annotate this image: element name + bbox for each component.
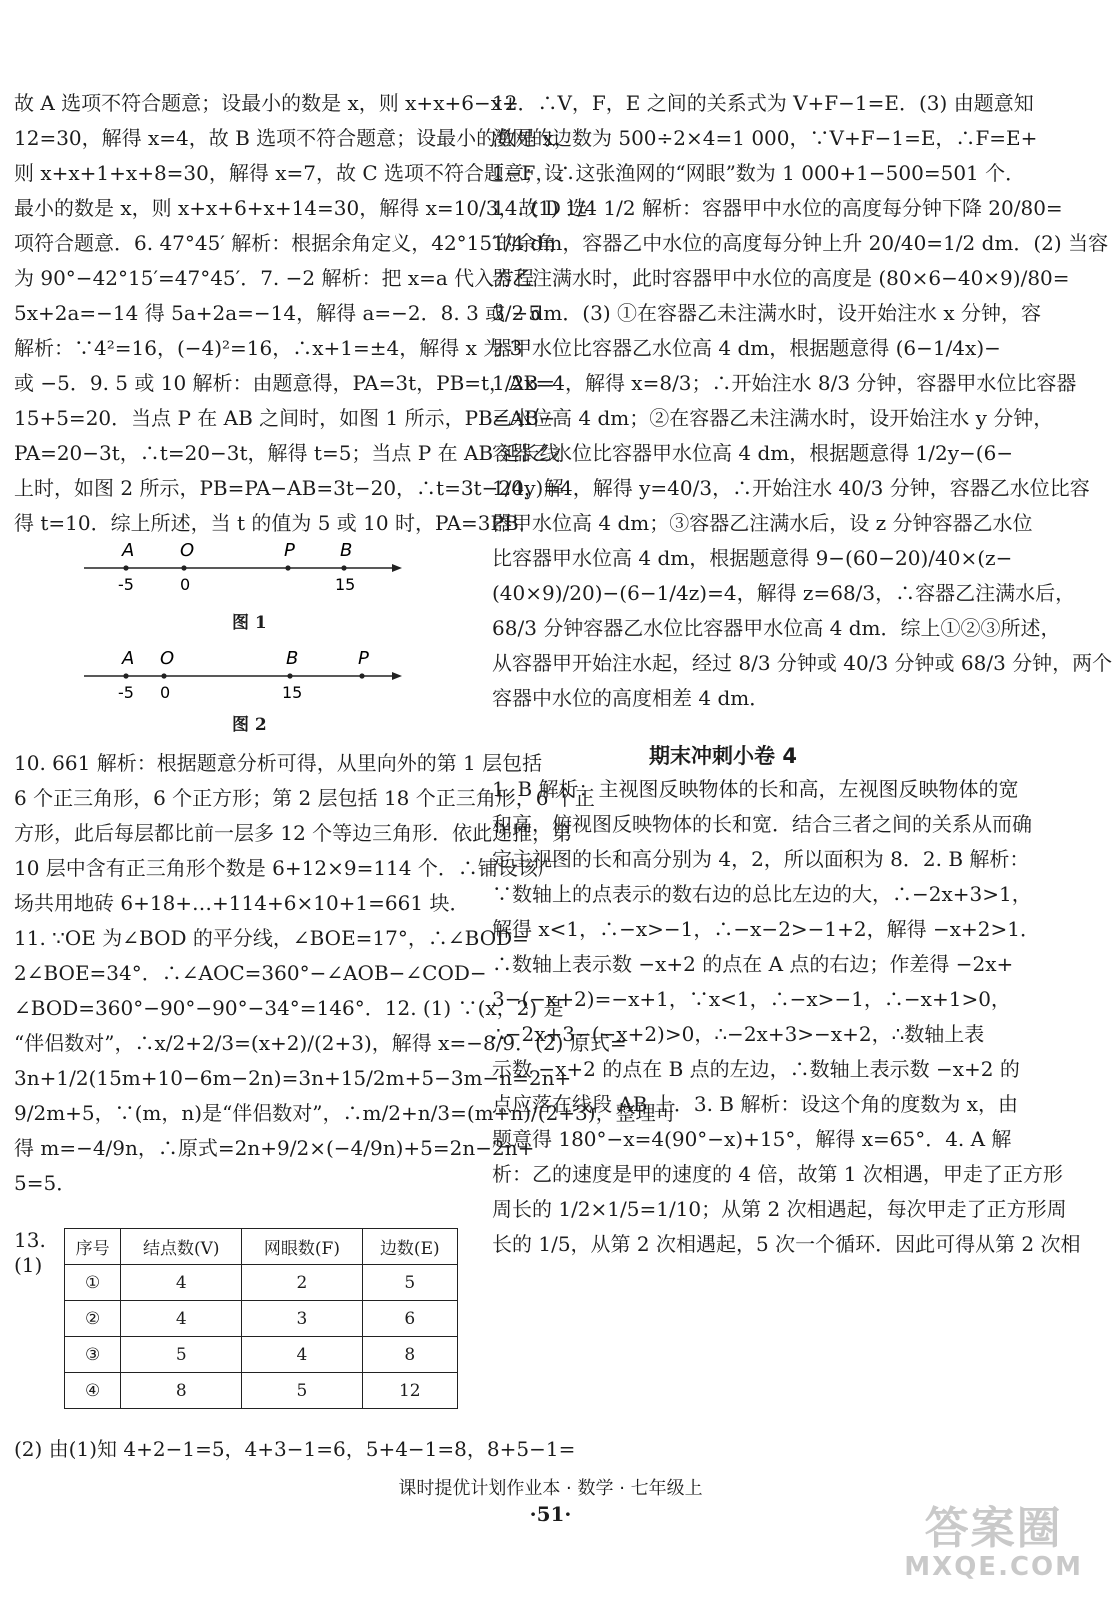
text-line: 12．∴V，F，E 之间的关系式为 V+F−1=E．(3) 由题意知: [492, 91, 1034, 115]
point-P: [285, 565, 290, 570]
text-line: 渔网的边数为 500÷2×4=1 000，∵V+F−1=E，∴F=E+: [492, 126, 1038, 150]
table-header: 序号: [65, 1229, 121, 1265]
text-line: ∴−2x+3−(−x+2)>0，∴−2x+3>−x+2，∴数轴上表: [492, 1022, 985, 1046]
point-O: [161, 673, 166, 678]
point-label-A: A: [122, 540, 135, 561]
text-line: 为 90°−42°15′=47°45′．7. −2 解析：把 x=a 代入方程: [14, 266, 535, 290]
text-line: 乙水位高 4 dm；②在容器乙未注满水时，设开始注水 y 分钟，: [492, 406, 1054, 430]
table-cell: 5: [121, 1337, 242, 1373]
text-line: 故 A 选项不符合题意；设最小的数是 x，则 x+x+6−x+: [14, 91, 519, 115]
text-line: 容器乙水位比容器甲水位高 4 dm，根据题意得 1/2y−(6−: [492, 441, 1014, 465]
point-B: [287, 673, 292, 678]
tick-label-0: 0: [180, 575, 191, 594]
text-line: (40×9)/20)−(6−1/4z)=4，解得 z=68/3，∴容器乙注满水后，: [492, 581, 1076, 605]
text-line: (2) 由(1)知 4+2−1=5，4+3−1=6，5+4−1=8，8+5−1=: [14, 1437, 576, 1461]
text-line: 解得 x<1，∴−x>−1，∴−x−2>−1+2，解得 −x+2>1．: [492, 917, 1040, 941]
table-cell: 8: [121, 1373, 242, 1409]
text-line: 和高，俯视图反映物体的长和宽．结合三者之间的关系从而确: [492, 812, 1032, 836]
table-header: 网眼数(F): [242, 1229, 362, 1265]
table-cell: 4: [121, 1265, 242, 1301]
tick-label-15: 15: [335, 575, 356, 594]
point-A: [123, 673, 128, 678]
text-line: 1/2x=4，解得 x=8/3；∴开始注水 8/3 分钟，容器甲水位比容器: [492, 371, 1077, 395]
table-cell: 4: [242, 1337, 362, 1373]
table-row: [65, 1337, 458, 1373]
tick-label-neg5: -5: [118, 575, 134, 594]
series-title: 课时提优计划作业本 · 数学 · 七年级上: [398, 1478, 703, 1499]
text-line: 10 层中含有正三角形个数是 6+12×9=114 个．∴铺设该广: [14, 856, 558, 880]
number-line-figure-2: [84, 648, 414, 708]
page-number: ·51·: [529, 1502, 572, 1526]
text-line: 3/2 dm．(3) ①在容器乙未注满水时，设开始注水 x 分钟，容: [492, 301, 1041, 325]
table-row: [65, 1265, 458, 1301]
tick-label-neg5: -5: [118, 683, 134, 702]
text-line: ∵数轴上的点表示的数右边的总比左边的大，∴−2x+3>1，: [492, 882, 1032, 906]
text-line: 从容器甲开始注水起，经过 8/3 分钟或 40/3 分钟或 68/3 分钟，两个: [492, 651, 1112, 675]
right-solutions-bottom: [492, 772, 1081, 1262]
left-solutions-top: [14, 86, 588, 541]
table-cell: 8: [362, 1337, 457, 1373]
text-line: 则 x+x+1+x+8=30，解得 x=7，故 C 选项不符合题意；设: [14, 161, 565, 185]
footer-series: [0, 1474, 1101, 1500]
text-line: ∴数轴上表示数 −x+2 的点在 A 点的右边；作差得 −2x+: [492, 952, 1014, 976]
text-line: 6 个正三角形，6 个正方形；第 2 层包括 18 个正三角形，6 个正: [14, 786, 595, 810]
right-solutions-top: [492, 86, 1112, 716]
point-B: [341, 565, 346, 570]
tick-label-15: 15: [282, 683, 303, 702]
text-line: 15+5=20．当点 P 在 AB 之间时，如图 1 所示，PB=AB−: [14, 406, 556, 430]
watermark: [904, 1503, 1083, 1582]
table-row: [65, 1373, 458, 1409]
text-line: ∠BOD=360°−90°−90°−34°=146°．12. (1) ∵(x，2) 是: [14, 996, 564, 1020]
table-cell: 6: [362, 1301, 457, 1337]
q13-label: 13. (1): [14, 1228, 46, 1277]
left-column: [14, 86, 588, 541]
figure-2-caption: 图 2: [232, 715, 267, 735]
text-line: 11. ∵OE 为∠BOD 的平分线，∠BOE=17°，∴∠BOD=: [14, 926, 529, 950]
text-line: 器乙注满水时，此时容器甲中水位的高度是 (80×6−40×9)/80=: [492, 266, 1070, 290]
watermark-url: MXQE.COM: [904, 1552, 1083, 1582]
section-heading: 期末冲刺小卷 4: [649, 744, 797, 768]
point-O: [181, 565, 186, 570]
table-header: 边数(E): [362, 1229, 457, 1265]
table-cell: 4: [121, 1301, 242, 1337]
text-line: 或 −5．9. 5 或 10 解析：由题意得，PA=3t，PB=t，AB=: [14, 371, 555, 395]
point-P: [359, 673, 364, 678]
text-line: 题意得 180°−x=4(90°−x)+15°，解得 x=65°．4. A 解: [492, 1127, 1012, 1151]
text-line: 点应落在线段 AB 上．3. B 解析：设这个角的度数为 x，由: [492, 1092, 1018, 1116]
text-line: 定主视图的长和高分别为 4，2，所以面积为 8．2. B 解析：: [492, 847, 1030, 871]
text-line: 最小的数是 x，则 x+x+6+x+14=30，解得 x=10/3，故 D 选: [14, 196, 588, 220]
text-line: 比容器甲水位高 4 dm，根据题意得 9−(60−20)/40×(z−: [492, 546, 1013, 570]
text-line: 方形，此后每层都比前一层多 12 个等边三角形．依此递推，第: [14, 821, 573, 845]
point-label-A: A: [122, 648, 135, 669]
text-line: 12=30，解得 x=4，故 B 选项不符合题意；设最小的数是 x，: [14, 126, 574, 150]
text-line: 器甲水位比容器乙水位高 4 dm，根据题意得 (6−1/4x)−: [492, 336, 1001, 360]
text-line: “伴侣数对”，∴x/2+2/3=(x+2)/(2+3)，解得 x=−8/9．(2) 原式=: [14, 1031, 627, 1055]
table-cell: ①: [65, 1265, 121, 1301]
table-cell: 12: [362, 1373, 457, 1409]
text-line: 10. 661 解析：根据题意分析可得，从里向外的第 1 层包括: [14, 751, 543, 775]
text-line: 上时，如图 2 所示，PB=PA−AB=3t−20，∴t=3t−20，解: [14, 476, 564, 500]
text-line: 5x+2a=−14 得 5a+2a=−14，解得 a=−2．8. 3 或 −5: [14, 301, 541, 325]
text-line: 14. (1) 1/4 1/2 解析：容器甲中水位的高度每分钟下降 20/80=: [492, 196, 1063, 220]
text-line: 得 m=−4/9n，∴原式=2n+9/2×(−4/9n)+5=2n−2n+: [14, 1136, 535, 1160]
point-label-B: B: [286, 648, 299, 669]
table-cell: ②: [65, 1301, 121, 1337]
q13-table: [64, 1228, 458, 1409]
point-label-B: B: [340, 540, 353, 561]
table-cell: ③: [65, 1337, 121, 1373]
table-cell: 3: [242, 1301, 362, 1337]
point-label-P: P: [358, 648, 369, 669]
text-line: 1/4 dm，容器乙中水位的高度每分钟上升 20/40=1/2 dm．(2) 当容: [492, 231, 1109, 255]
point-A: [123, 565, 128, 570]
table-header: 结点数(V): [121, 1229, 242, 1265]
table-cell: 5: [242, 1373, 362, 1409]
table-row: [65, 1301, 458, 1337]
text-line: 项符合题意．6. 47°45′ 解析：根据余角定义，42°15′的余角: [14, 231, 557, 255]
text-line: 68/3 分钟容器乙水位比容器甲水位高 4 dm．综上①②③所述，: [492, 616, 1061, 640]
text-line: PA=20−3t，∴t=20−3t，解得 t=5；当点 P 在 AB 延长线: [14, 441, 560, 465]
table-cell: 5: [362, 1265, 457, 1301]
text-line: 1. B 解析：主视图反映物体的长和高，左视图反映物体的宽: [492, 777, 1019, 801]
text-line: 2∠BOE=34°．∴∠AOC=360°−∠AOB−∠COD−: [14, 961, 487, 985]
table-header-row: [65, 1229, 458, 1265]
watermark-logo-text: 答案圈: [924, 1503, 1063, 1554]
tick-label-0: 0: [160, 683, 171, 702]
number-line-figure-1: [84, 540, 414, 600]
text-line: 容器中水位的高度相差 4 dm．: [492, 686, 770, 710]
left-last-line: [14, 1432, 576, 1467]
text-line: 9/2m+5，∵(m，n)是“伴侣数对”，∴m/2+n/3=(m+n)/(2+3)，整理可: [14, 1101, 676, 1125]
point-label-O: O: [180, 540, 195, 561]
table-cell: 2: [242, 1265, 362, 1301]
text-line: 示数 −x+2 的点在 B 点的左边，∴数轴上表示数 −x+2 的: [492, 1057, 1020, 1081]
text-line: 3n+1/2(15m+10−6m−2n)=3n+15/2m+5−3m−n=2n+: [14, 1066, 572, 1090]
text-line: 周长的 1/2×1/5=1/10；从第 2 次相遇起，每次甲走了正方形周: [492, 1197, 1067, 1221]
left-solutions-middle: [14, 746, 676, 1201]
text-line: 3−(−x+2)=−x+1，∵x<1，∴−x>−1，∴−x+1>0，: [492, 987, 1011, 1011]
text-line: 长的 1/5，从第 2 次相遇起，5 次一个循环．因此可得从第 2 次相: [492, 1232, 1081, 1256]
text-line: 器甲水位高 4 dm；③容器乙注满水后，设 z 分钟容器乙水位: [492, 511, 1033, 535]
text-line: 场共用地砖 6+18+…+114+6×10+1=661 块．: [14, 891, 470, 915]
table-cell: ④: [65, 1373, 121, 1409]
text-line: 1−F，∴这张渔网的“网眼”数为 1 000+1−500=501 个．: [492, 161, 1026, 185]
text-line: 5=5．: [14, 1171, 77, 1195]
point-label-O: O: [160, 648, 175, 669]
text-line: 得 t=10．综上所述，当 t 的值为 5 或 10 时，PA=3PB．: [14, 511, 539, 535]
text-line: 析：乙的速度是甲的速度的 4 倍，故第 1 次相遇，甲走了正方形: [492, 1162, 1063, 1186]
text-line: 解析：∵4²=16，(−4)²=16，∴x+1=±4，解得 x 为 3: [14, 336, 523, 360]
figure-1-caption: 图 1: [232, 613, 267, 633]
text-line: 1/4y)=4，解得 y=40/3，∴开始注水 40/3 分钟，容器乙水位比容: [492, 476, 1090, 500]
point-label-P: P: [284, 540, 295, 561]
